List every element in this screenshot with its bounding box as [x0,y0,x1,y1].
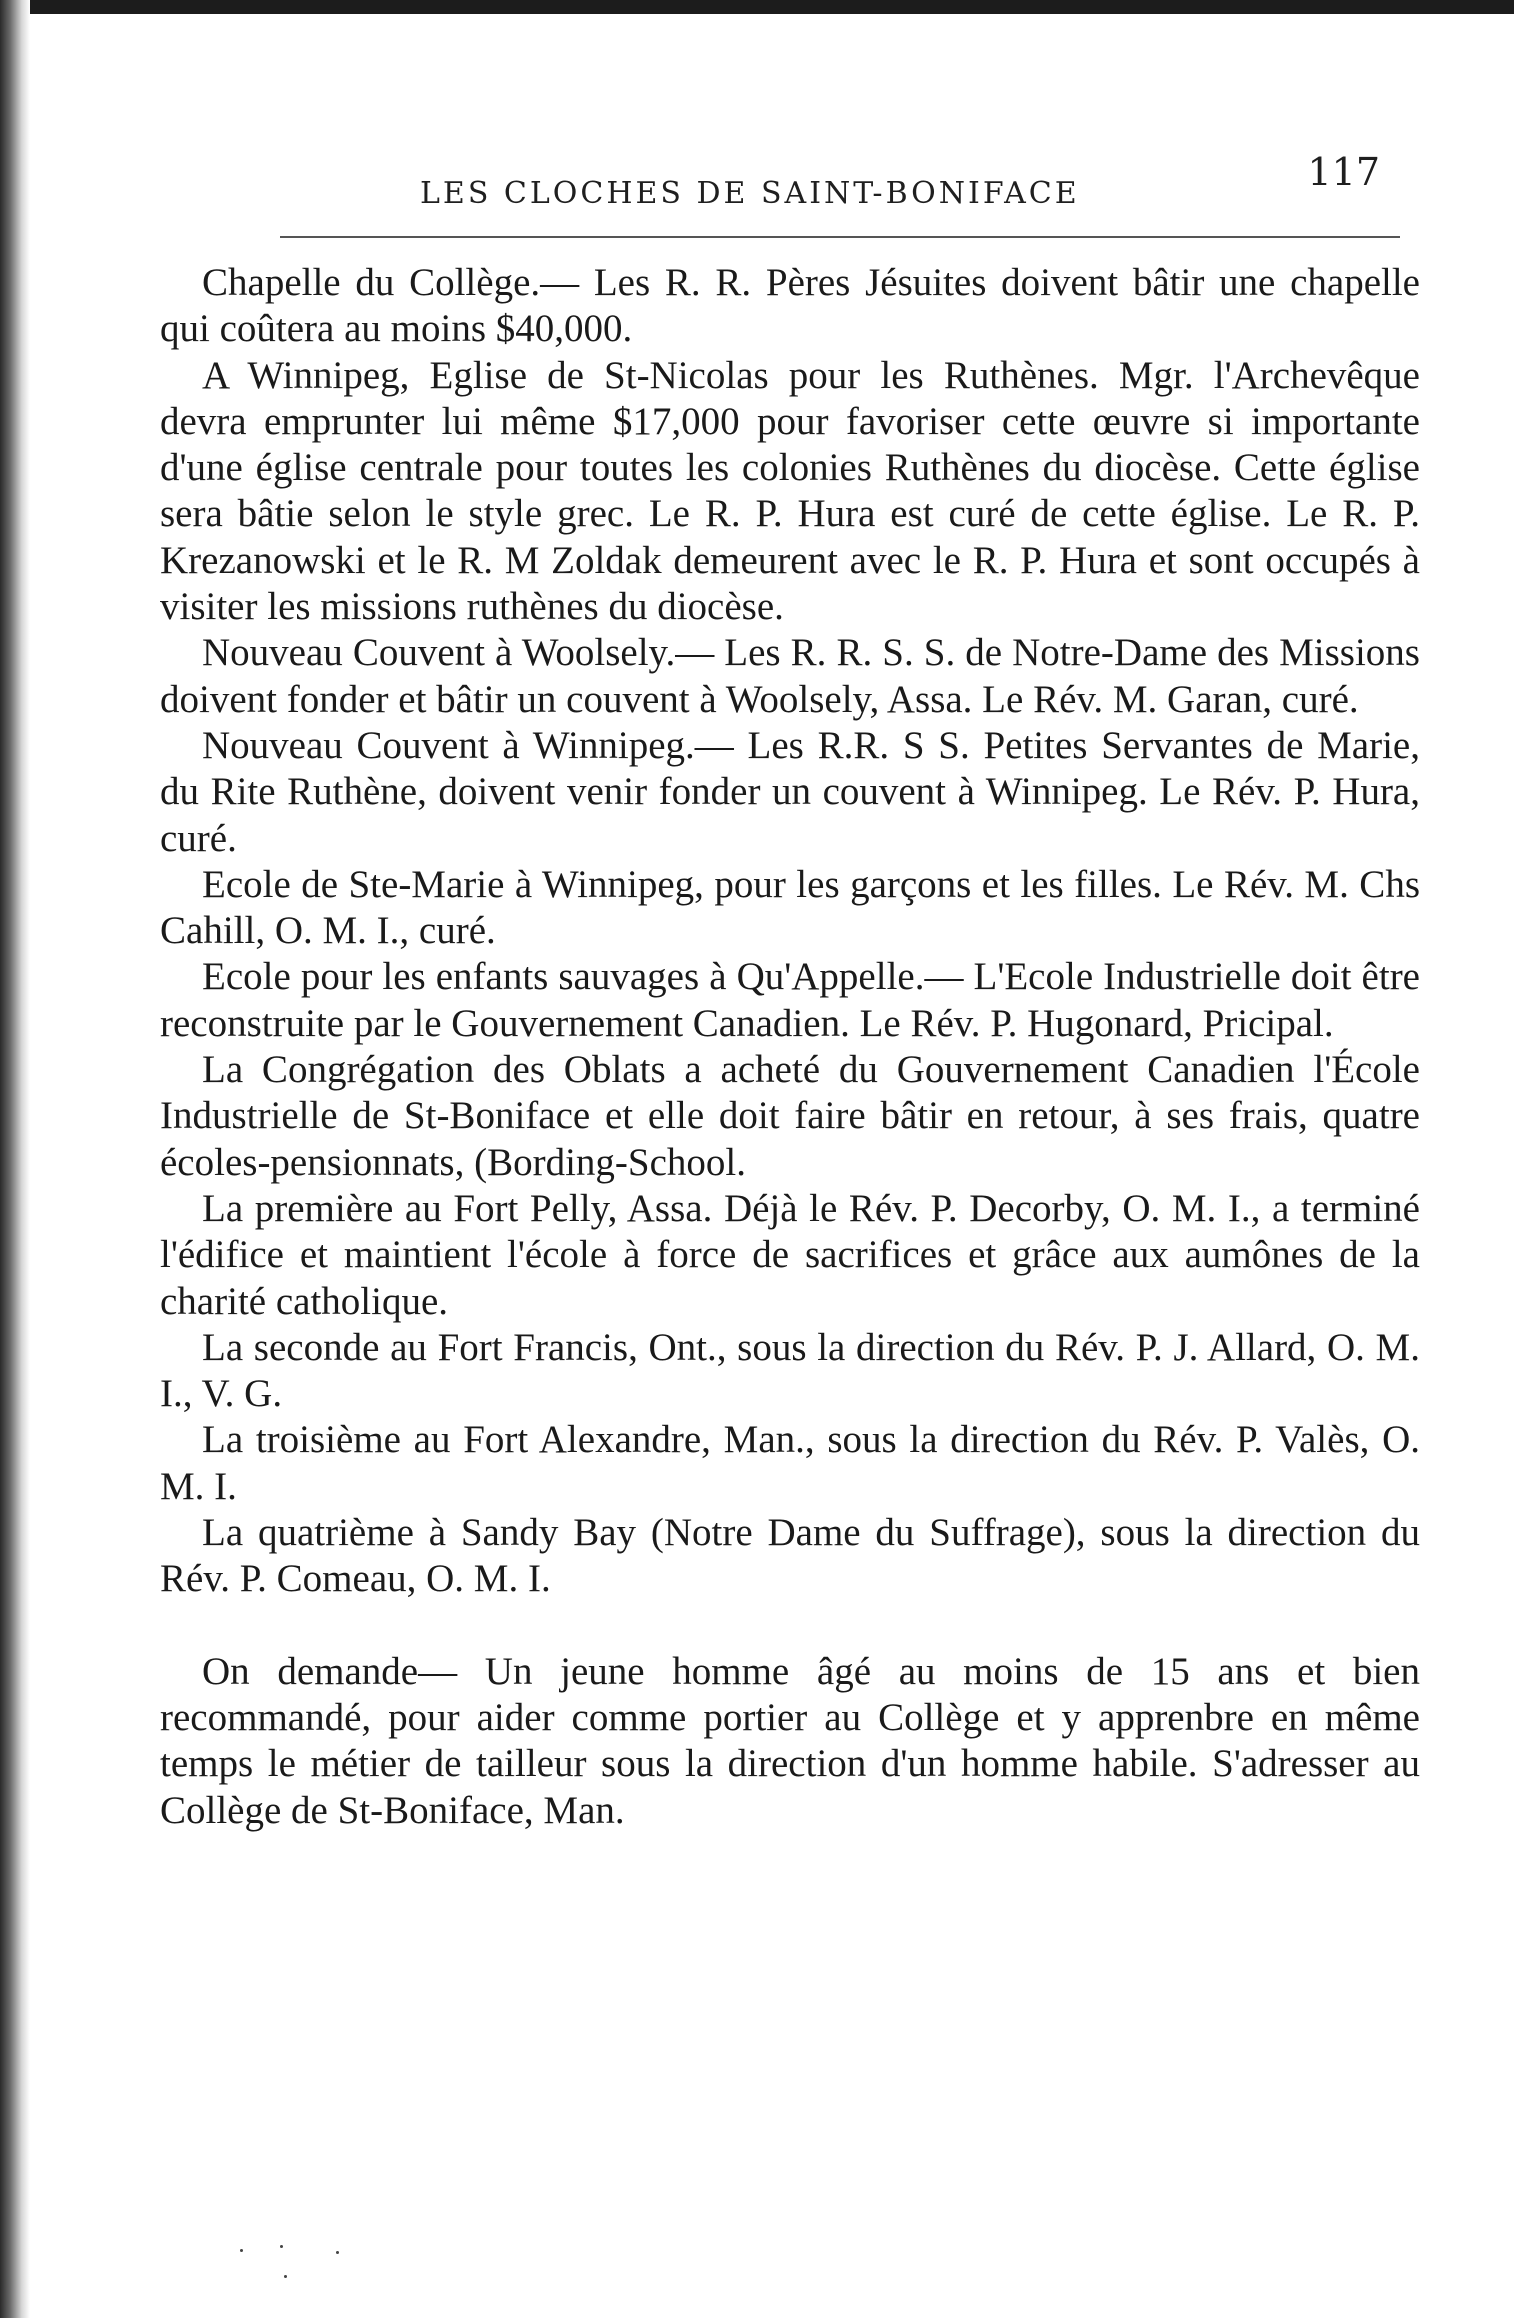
scan-top-edge [0,0,1514,14]
paragraph-ecole-qu-appelle: Ecole pour les enfants sauvages à Qu'Appelle.— L'Ecole Industrielle doit être reconstruite par le Gouvernement Canadien. Le Rév. P. Hugonard, Pricipal. [160,955,1420,1045]
scan-left-edge [0,0,30,2318]
paragraph-eglise-st-nicolas: A Winnipeg, Eglise de St-Nicolas pour les Ruthènes. Mgr. l'Archevêque devra emprunter lui même $17,000 pour favoriser cette œuvre si importante d'une église centrale pour toutes les colonies Ruthènes du diocèse. Cette église sera bâtie selon le style grec. Le R. P. Hura est curé de cette église. Le R. P. Krezanowski et le R. M Zoldak demeurent avec le R. P. Hura et sont occupés à visiter les missions ruthènes du diocèse. [160,353,1420,629]
book-page [160,140,1420,2240]
body-text [160,260,1420,1834]
paragraph-fort-pelly: La première au Fort Pelly, Assa. Déjà le Rév. P. Decorby, O. M. I., a terminé l'édifice et maintient l'école à force de sacrifices et grâce aux aumônes de la charité catholique. [160,1186,1420,1323]
paragraph-couvent-winnipeg: Nouveau Couvent à Winnipeg.— Les R.R. S S. Petites Servantes de Marie, du Rite Ruthène, doivent venir fonder un couvent à Winnipeg. Le Rév. P. Hura, curé. [160,723,1420,860]
paragraph-chapelle-college: Chapelle du Collège.— Les R. R. Pères Jésuites doivent bâtir une chapelle qui coûtera au moins $40,000. [160,261,1420,351]
paragraph-congregation-oblats: La Congrégation des Oblats a acheté du Gouvernement Canadien l'École Industrielle de St-Boniface et elle doit faire bâtir en retour, à ses frais, quatre écoles-pensionnats, (Bording-School. [160,1048,1420,1184]
paragraph-fort-alexandre: La troisième au Fort Alexandre, Man., sous la direction du Rév. P. Valès, O. M. I. [160,1418,1420,1508]
header-rule [280,236,1400,238]
running-title: LES CLOCHES DE SAINT-BONIFACE [420,176,1080,211]
paragraph-sandy-bay: La quatrième à Sandy Bay (Notre Dame du Suffrage), sous la direction du Rév. P. Comeau, O. M. I. [160,1511,1420,1601]
page-number: 117 [1307,150,1380,194]
paragraph-fort-francis: La seconde au Fort Francis, Ont., sous la direction du Rév. P. J. Allard, O. M. I., V. G. [160,1325,1420,1416]
scan-specks [240,2245,460,2285]
paragraph-on-demande: On demande— Un jeune homme âgé au moins de 15 ans et bien recommandé, pour aider comme portier au Collège et y apprenbre en même temps le métier de tailleur sous la direction d'un homme habile. S'adresser au Collège de St-Boniface, Man. [160,1649,1420,1832]
paragraph-couvent-woolsely: Nouveau Couvent à Woolsely.— Les R. R. S. S. de Notre-Dame des Missions doivent fonder et bâtir un couvent à Woolsely, Assa. Le Rév. M. Garan, curé. [160,631,1420,721]
running-head [160,140,1420,210]
paragraph-ecole-ste-marie: Ecole de Ste-Marie à Winnipeg, pour les garçons et les filles. Le Rév. M. Chs Cahill, O. M. I., curé. [160,862,1420,953]
